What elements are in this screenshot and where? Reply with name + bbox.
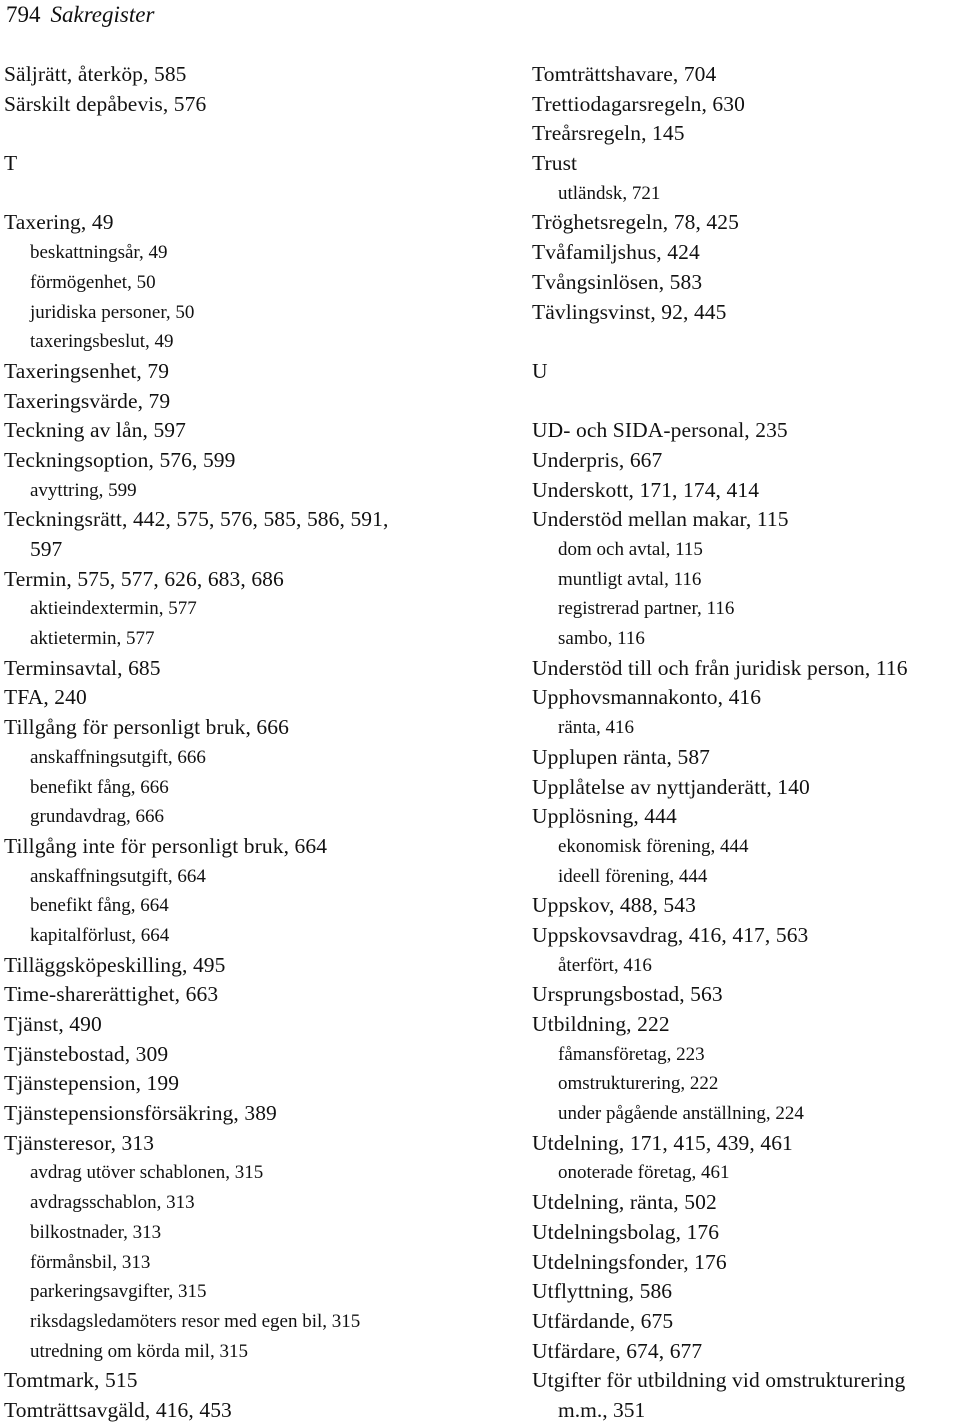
index-entry: Ursprungsbostad, 563 [532,982,723,1007]
index-entry-continuation: 597 [30,537,63,561]
index-entry-continuation: m.m., 351 [558,1397,646,1422]
index-entry: Säljrätt, återköp, 585 [4,62,187,86]
index-column-left [4,60,444,1426]
index-entry: TFA, 240 [4,685,87,710]
section-letter: U [532,358,548,383]
index-subentry: ränta, 416 [558,717,634,739]
index-entry: Tjänstebostad, 309 [4,1041,169,1066]
index-entry: Tjänstepension, 199 [4,1071,180,1096]
index-entry: Utgifter för utbildning vid omstrukturering [532,1368,906,1393]
index-entry: Tjänsteresor, 313 [4,1130,155,1155]
index-entry: Utdelning, 171, 415, 439, 461 [532,1130,793,1155]
index-subentry: benefikt fång, 666 [30,776,169,798]
index-entry: Utbildning, 222 [532,1012,670,1036]
section-spacer [532,387,960,417]
index-entry: Tomtmark, 515 [4,1368,138,1393]
index-entry: Tävlingsvinst, 92, 445 [532,299,727,324]
section-spacer [532,327,960,357]
index-entry: Upplösning, 444 [532,804,677,829]
index-subentry: anskaffningsutgift, 664 [30,865,206,887]
index-column-right [532,60,960,1426]
index-subentry: avyttring, 599 [30,479,137,501]
index-entry: Trettiodagarsregeln, 630 [532,91,745,116]
index-entry: Tilläggsköpeskilling, 495 [4,952,226,977]
index-entry: Tillgång inte för personligt bruk, 664 [4,833,328,858]
index-subentry: fåmansföretag, 223 [558,1043,705,1065]
index-entry: Utflyttning, 586 [532,1279,673,1304]
index-entry: Teckningsoption, 576, 599 [4,447,236,472]
index-subentry: onoterade företag, 461 [558,1162,730,1184]
index-subentry: registrerad partner, 116 [558,598,735,620]
index-subentry: utredning om körda mil, 315 [30,1340,248,1362]
index-subentry: muntligt avtal, 116 [558,568,702,590]
index-entry: Taxeringsvärde, 79 [4,388,171,413]
index-entry: Tjänstepensionsförsäkring, 389 [4,1101,277,1126]
index-subentry: benefikt fång, 664 [30,895,169,917]
index-entry: Utfärdare, 674, 677 [532,1338,703,1363]
index-entry: Upplåtelse av nyttjanderätt, 140 [532,774,810,799]
index-entry: Time-sharerättighet, 663 [4,982,219,1007]
index-entry: Uppskov, 488, 543 [532,893,696,918]
page-header [6,0,154,30]
index-entry: Upphovsmannakonto, 416 [532,685,762,710]
index-entry: Terminsavtal, 685 [4,655,161,680]
index-subentry: omstrukturering, 222 [558,1073,719,1095]
index-entry: Tomträttsavgäld, 416, 453 [4,1397,232,1422]
index-entry: Termin, 575, 577, 626, 683, 686 [4,566,284,591]
index-subentry: parkeringsavgifter, 315 [30,1281,207,1303]
index-subentry: beskattningsår, 49 [30,242,168,264]
index-entry: Treårsregeln, 145 [532,121,685,146]
index-entry: Utdelningsbolag, 176 [532,1219,720,1244]
index-subentry: riksdagsledamöters resor med egen bil, 315 [30,1310,361,1332]
index-subentry: grundavdrag, 666 [30,806,165,828]
index-subentry: under pågående anställning, 224 [558,1103,804,1125]
index-entry: Tomträttshavare, 704 [532,62,717,86]
section-letter: T [4,151,18,176]
index-entry: Upplupen ränta, 587 [532,744,711,769]
index-entry: Utdelning, ränta, 502 [532,1190,717,1215]
index-entry: Utdelningsfonder, 176 [532,1249,727,1274]
index-subentry: utländsk, 721 [558,182,661,204]
index-subentry: aktieindextermin, 577 [30,598,197,620]
index-entry: Understöd mellan makar, 115 [532,507,789,532]
index-subentry: aktietermin, 577 [30,628,155,650]
index-entry: Underpris, 667 [532,447,663,472]
index-subentry: avdragsschablon, 313 [30,1192,195,1214]
index-entry: Teckningsrätt, 442, 575, 576, 585, 586, 591, [4,507,389,532]
section-spacer [4,119,444,149]
index-entry: Teckning av lån, 597 [4,418,186,443]
index-entry: UD- och SIDA-personal, 235 [532,418,788,443]
index-subentry: sambo, 116 [558,628,645,650]
index-entry: Särskilt depåbevis, 576 [4,91,207,116]
index-entry: Tvåfamiljshus, 424 [532,240,700,265]
index-subentry: bilkostnader, 313 [30,1221,162,1243]
section-spacer [4,179,444,209]
index-subentry: kapitalförlust, 664 [30,924,170,946]
index-subentry: förmögenhet, 50 [30,271,156,293]
index-subentry: dom och avtal, 115 [558,539,703,560]
index-subentry: avdrag utöver schablonen, 315 [30,1162,264,1184]
index-subentry: ekonomisk förening, 444 [558,835,749,857]
page-title: Sakregister [50,2,155,27]
index-subentry: juridiska personer, 50 [30,301,195,323]
page-number: 794 [6,2,41,27]
index-subentry: anskaffningsutgift, 666 [30,746,206,768]
index-entry: Tröghetsregeln, 78, 425 [532,210,739,235]
index-entry: Trust [532,151,578,176]
index-entry: Tvångsinlösen, 583 [532,269,703,294]
index-entry: Utfärdande, 675 [532,1308,674,1333]
index-subentry: taxeringsbeslut, 49 [30,331,174,353]
index-entry: Tjänst, 490 [4,1012,102,1036]
index-entry: Uppskovsavdrag, 416, 417, 563 [532,922,809,947]
index-subentry: ideell förening, 444 [558,865,708,887]
index-subentry: förmånsbil, 313 [30,1251,151,1273]
index-entry: Understöd till och från juridisk person, 116 [532,655,908,680]
index-entry: Taxeringsenhet, 79 [4,358,170,383]
index-entry: Underskott, 171, 174, 414 [532,477,760,502]
index-subentry: återfört, 416 [558,954,652,976]
index-entry: Tillgång för personligt bruk, 666 [4,715,289,740]
index-entry: Taxering, 49 [4,210,114,235]
